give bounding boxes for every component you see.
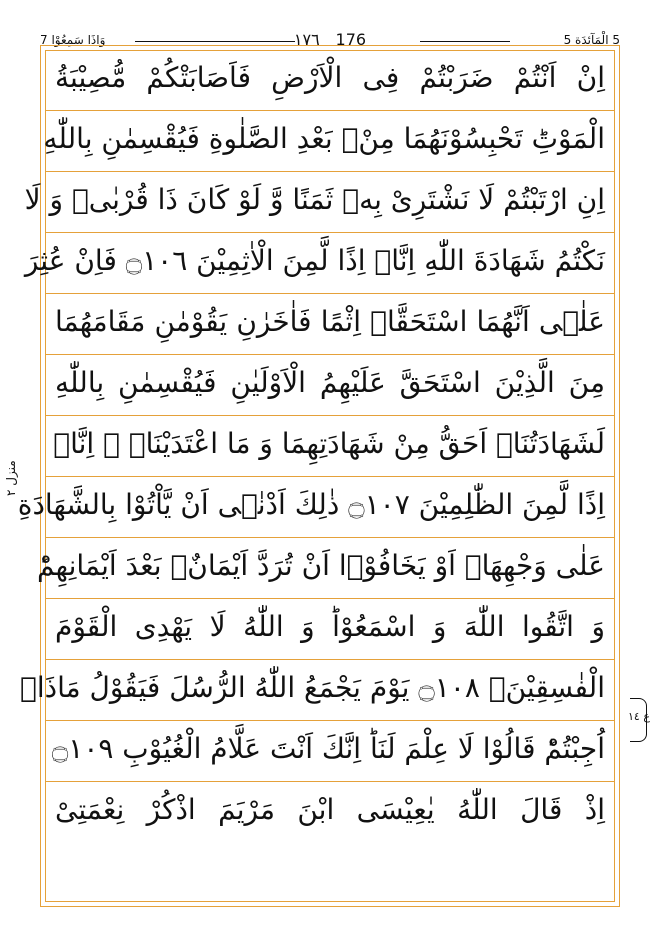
verse-text: مِنَ الَّذِیْنَ اسْتَحَقَّ عَلَیْهِمُ الْاَوْلَیٰنِ فَیُقْسِمٰنِ بِاللّٰهِ bbox=[55, 366, 605, 399]
text-line bbox=[45, 355, 615, 416]
header-rule-right bbox=[420, 41, 510, 42]
page-number-urdu: ١٧٦ bbox=[293, 30, 320, 49]
text-line bbox=[45, 782, 615, 843]
manzil-marker: منزل ٢ bbox=[4, 460, 18, 496]
verse-text: عَلٰۤى اَنَّهُمَا اسْتَحَقَّاۤ اِثْمًا فَاٰخَرٰنِ یَقُوْمٰنِ مَقَامَهُمَا bbox=[55, 305, 605, 338]
verse-text: الْفٰسِقِیْنَ۠ ۝١٠٨ یَوْمَ یَجْمَعُ اللّٰهُ الرُّسُلَ فَیَقُوْلُ مَاذَاۤ bbox=[20, 671, 605, 704]
verse-text: وَ اتَّقُوا اللّٰهَ وَ اسْمَعُوْاؕ وَ اللّٰهُ لَا یَهْدِی الْقَوْمَ bbox=[55, 610, 605, 643]
ruku-marker bbox=[626, 698, 656, 742]
verse-text: اِذْ قَالَ اللّٰهُ یٰعِیْسَى ابْنَ مَرْیَمَ اذْكُرْ نِعْمَتِیْ bbox=[55, 793, 605, 826]
verse-text: اِنْ اَنْتُمْ ضَرَبْتُمْ فِی الْاَرْضِ فَاَصَابَتْكُمْ مُّصِیْبَةُ bbox=[55, 61, 605, 94]
text-line bbox=[45, 416, 615, 477]
text-line bbox=[24, 172, 615, 233]
text-line bbox=[24, 233, 615, 294]
verse-text: لَشَهَادَتُنَاۤ اَحَقُّ مِنْ شَهَادَتِهِمَا وَ مَا اعْتَدَیْنَاۤ ۖ اِنَّاۤ bbox=[53, 427, 605, 460]
verse-text: اُجِبْتُمْؕ قَالُوْا لَا عِلْمَ لَنَاؕ اِنَّكَ اَنْتَ عَلَّامُ الْغُیُوْبِ ۝١٠٩ bbox=[51, 732, 605, 765]
quran-text-body bbox=[17, 50, 615, 843]
verse-text: اِذًا لَّمِنَ الظّٰلِمِیْنَ ۝١٠٧ ذٰلِكَ اَدْنٰۤى اَنْ یَّاْتُوْا بِالشَّهَادَةِ bbox=[17, 488, 605, 521]
verse-text: عَلٰى وَجْهِهَاۤ اَوْ یَخَافُوْۤا اَنْ تُرَدَّ اَیْمَانٌۢ بَعْدَ اَیْمَانِهِمْؕ bbox=[37, 549, 605, 582]
text-line bbox=[45, 721, 615, 782]
text-line bbox=[17, 477, 615, 538]
text-line bbox=[45, 599, 615, 660]
verse-text: اِنِ ارْتَبْتُمْ لَا نَشْتَرِیْ بِهٖ ثَمَنًا وَّ لَوْ كَانَ ذَا قُرْبٰىۙ وَ لَا bbox=[24, 183, 605, 216]
text-line bbox=[45, 111, 615, 172]
text-line bbox=[20, 660, 615, 721]
text-line bbox=[45, 50, 615, 111]
header-surah-name: 5 الْمَآئِدَة 5 bbox=[563, 33, 620, 47]
header-juz-name: 7 وَاِذَا سَمِعُوْا bbox=[40, 33, 106, 47]
text-line bbox=[45, 294, 615, 355]
text-line bbox=[37, 538, 615, 599]
page-number: 176 bbox=[335, 30, 367, 49]
verse-text: الْمَوْتِؕ تَحْبِسُوْنَهُمَا مِنْۢ بَعْدِ الصَّلٰوةِ فَیُقْسِمٰنِ بِاللّٰهِ bbox=[43, 122, 605, 155]
verse-text: نَكْتُمُ شَهَادَةَ اللّٰهِ اِنَّاۤ اِذًا لَّمِنَ الْاٰثِمِیْنَ ۝١٠٦ فَاِنْ عُثِرَ bbox=[24, 244, 605, 277]
ruku-marker-text: ع ١٤ bbox=[628, 710, 650, 723]
